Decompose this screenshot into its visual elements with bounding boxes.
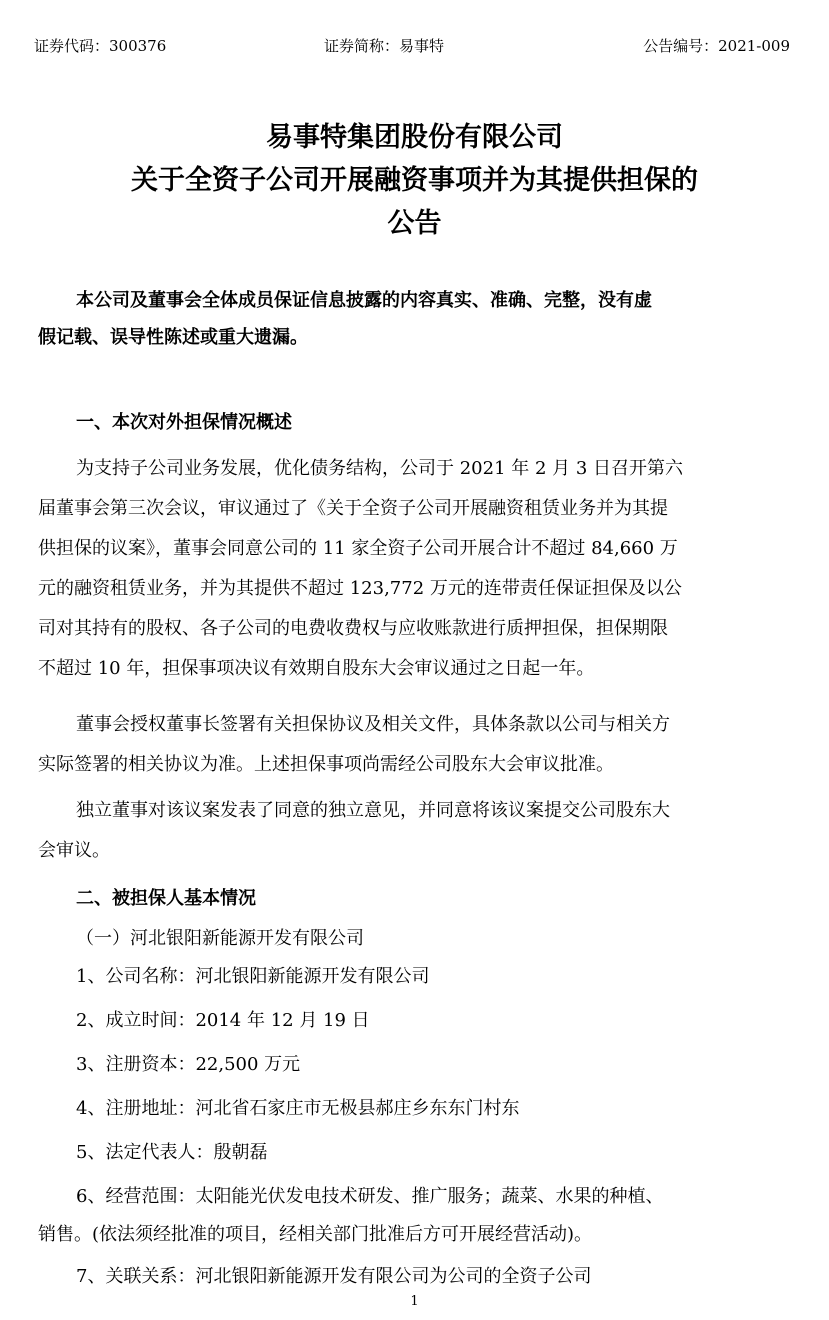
statement-line-1: 本公司及董事会全体成员保证信息披露的内容真实、准确、完整，没有虚 [76, 290, 652, 311]
section1-p2-line: 董事会授权董事长签署有关担保协议及相关文件，具体条款以公司与相关方 [76, 714, 670, 735]
section2-heading: 二、被担保人基本情况 [76, 888, 256, 909]
document-title-notice: 公告 [387, 208, 442, 239]
section1-p1-line: 司对其持有的股权、各子公司的电费收费权与应收账款进行质押担保，担保期限 [38, 618, 668, 639]
document-title-company: 易事特集团股份有限公司 [266, 122, 563, 153]
company-info-item: 6、经营范围：太阳能光伏发电技术研发、推广服务；蔬菜、水果的种植、 [76, 1186, 664, 1207]
company-info-item: 7、关联关系：河北银阳新能源开发有限公司为公司的全资子公司 [76, 1266, 592, 1287]
company-info-item-continued: 销售。(依法须经批准的项目，经相关部门批准后方可开展经营活动)。 [38, 1224, 593, 1245]
section1-p1-line: 届董事会第三次会议，审议通过了《关于全资子公司开展融资租赁业务并为其提 [38, 498, 668, 519]
statement-line-2: 假记载、误导性陈述或重大遗漏。 [38, 327, 308, 348]
section1-p2-line: 实际签署的相关协议为准。上述担保事项尚需经公司股东大会审议批准。 [38, 754, 614, 775]
section1-heading: 一、本次对外担保情况概述 [76, 412, 292, 433]
document-title-subject: 关于全资子公司开展融资事项并为其提供担保的 [131, 165, 698, 196]
company-info-item: 4、注册地址：河北省石家庄市无极县郝庄乡东东门村东 [76, 1098, 520, 1119]
section1-p1-line: 供担保的议案》，董事会同意公司的 11 家全资子公司开展合计不超过 84,660 万 [38, 538, 678, 559]
section1-p1-line: 元的融资租赁业务，并为其提供不超过 123,772 万元的连带责任保证担保及以公 [38, 578, 682, 599]
company-info-item: 2、成立时间：2014 年 12 月 19 日 [76, 1010, 370, 1031]
section1-p1-line: 为支持子公司业务发展，优化债务结构，公司于 2021 年 2 月 3 日召开第六 [76, 458, 684, 479]
section1-p3-line: 会审议。 [38, 840, 110, 861]
notice-number: 公告编号：2021-009 [643, 37, 790, 55]
company-info-item: 5、法定代表人：殷朝磊 [76, 1142, 268, 1163]
page-number: 1 [410, 1294, 419, 1309]
security-code: 证券代码：300376 [34, 37, 167, 55]
section1-p3-line: 独立董事对该议案发表了同意的独立意见，并同意将该议案提交公司股东大 [76, 800, 670, 821]
section1-p1-line: 不超过 10 年，担保事项决议有效期自股东大会审议通过之日起一年。 [38, 658, 595, 679]
section2-subheading: （一）河北银阳新能源开发有限公司 [76, 928, 364, 949]
document-header [34, 34, 790, 58]
company-info-item: 1、公司名称：河北银阳新能源开发有限公司 [76, 966, 430, 987]
security-short-name: 证券简称：易事特 [324, 37, 445, 55]
company-info-item: 3、注册资本：22,500 万元 [76, 1054, 301, 1075]
